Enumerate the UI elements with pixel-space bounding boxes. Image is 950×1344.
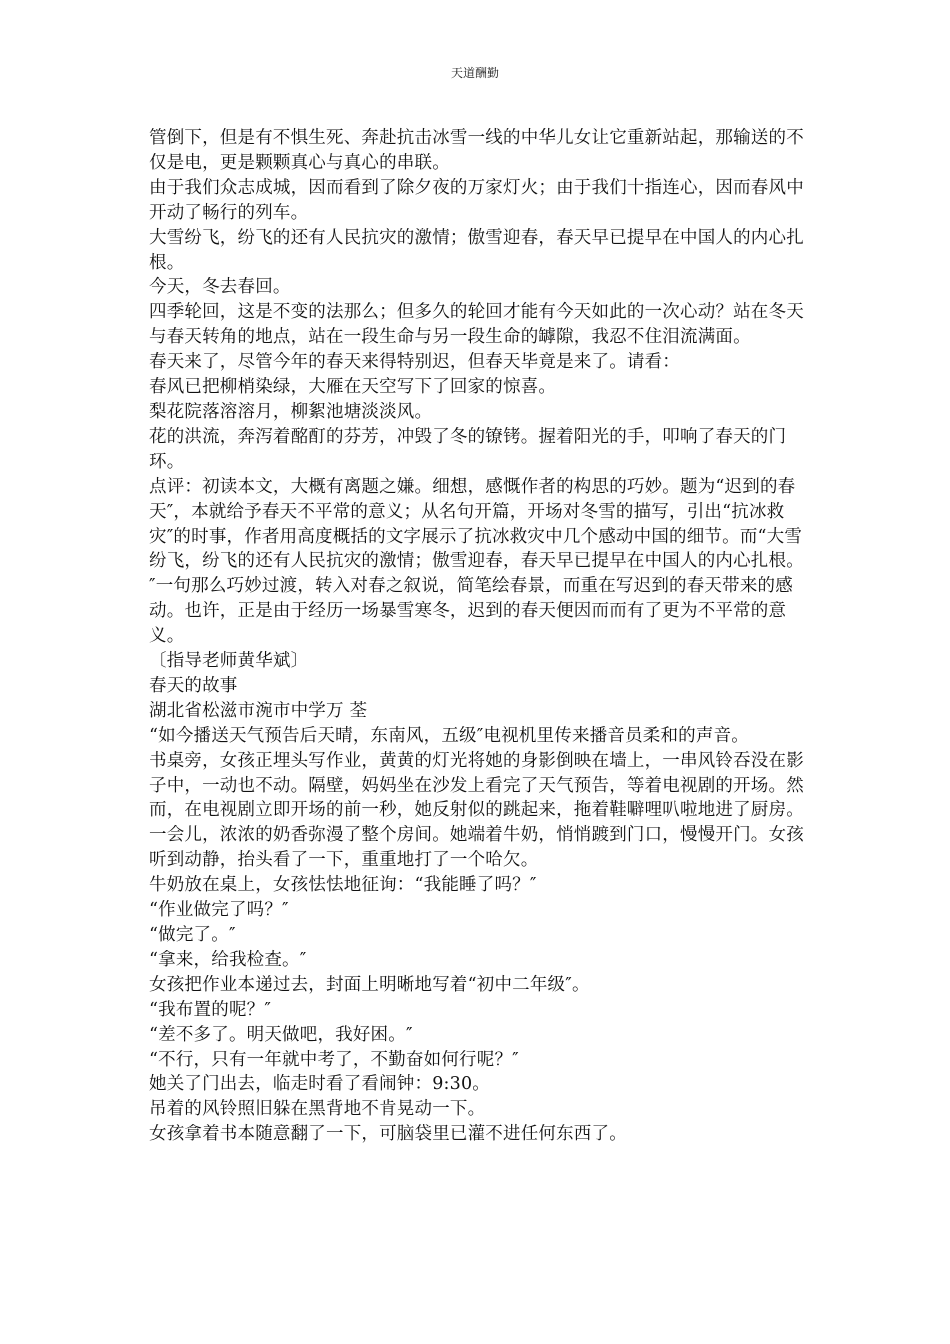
dialogue-line: “做完了。″ <box>149 925 236 945</box>
dialogue-line: “我布置的呢？″ <box>149 999 272 1020</box>
page-header: 天道酬勤 <box>450 66 499 80</box>
dialogue-line: “拿来，给我检查。″ <box>149 949 307 970</box>
paragraph: “如今播送天气预告后天晴，东南风，五级″电视机里传来播音员柔和的声音。 <box>149 725 749 746</box>
essay-title: 春天的故事 <box>149 675 238 696</box>
paragraph: 女孩把作业本递过去，封面上明晰地写着“初中二年级″。 <box>149 974 590 995</box>
paragraph: 花的洪流，奔泻着酩酊的芬芳，冲毁了冬的镣铐。握着阳光的手，叩响了春天的门环。 <box>149 426 787 472</box>
paragraph: 梨花院落溶溶月，柳絮池塘淡淡风。 <box>149 401 433 422</box>
advisor-note: 〔指导老师黄华斌〕 <box>149 651 309 672</box>
paragraph: 女孩拿着书本随意翻了一下，可脑袋里已灌不进任何东西了。 <box>149 1124 627 1145</box>
paragraph: 大雪纷飞，纷飞的还有人民抗灾的激情；傲雪迎春，春天早已提早在中国人的内心扎根。 <box>149 227 804 273</box>
paragraph: 她关了门出去，临走时看了看闹钟：9:30。 <box>149 1074 490 1095</box>
paragraph: 四季轮回，这是不变的法那么；但多久的轮回才能有今天如此的一次心动？站在冬天与春天转角的地点，站在一段生命与另一段生命的罅隙，我忍不住泪流满面。 <box>149 302 804 348</box>
paragraph: 今天，冬去春回。 <box>149 277 291 298</box>
dialogue-line: “不行，只有一年就中考了，不勤奋如何行呢？″ <box>149 1049 519 1070</box>
commentary-paragraph: 点评：初读本文，大概有离题之嫌。细想，感慨作者的构思的巧妙。题为“迟到的春天″，本就给予春天不平常的意义；从名句开篇，开场对冬雪的描写，引出“抗冰救灾″的时事，作者用高度概括的文字展示了抗冰救灾中几个感动中国的细节。而“大雪纷飞，纷飞的还有人民抗灾的激情；傲雪迎春，春天早已提早在中国人的内心扎根。″一句那么巧妙过渡，转入对春之叙说，简笔绘春景，而重在写迟到的春天带来的感动。也许，正是由于经历一场暴雪寒冬，迟到的春天便因而而有了更为不平常的意义。 <box>149 476 804 647</box>
dialogue-line: “差不多了。明天做吧，我好困。″ <box>149 1024 413 1045</box>
paragraph: 春风已把柳梢染绿，大雁在天空写下了回家的惊喜。 <box>149 377 557 398</box>
paragraph: 春天来了，尽管今年的春天来得特别迟，但春天毕竟是来了。请看： <box>149 352 680 373</box>
paragraph: 书桌旁，女孩正埋头写作业，黄黄的灯光将她的身影倒映在墙上，一串风铃吞没在影子中，一动也不动。隔壁，妈妈坐在沙发上看完了天气预告，等着电视剧的开场。然而，在电视剧立即开场的前一秒，她反射似的跳起来，拖着鞋噼哩叭啦地进了厨房。 <box>149 750 804 821</box>
document-body <box>149 126 805 1147</box>
author-line: 湖北省松滋市涴市中学万 荃 <box>149 700 368 721</box>
paragraph: 牛奶放在桌上，女孩怯怯地征询：“我能睡了吗？″ <box>149 875 537 896</box>
paragraph: 一会儿，浓浓的奶香弥漫了整个房间。她端着牛奶，悄悄踱到门口，慢慢开门。女孩听到动静，抬头看了一下，重重地打了一个哈欠。 <box>149 825 804 871</box>
dialogue-line: “作业做完了吗？″ <box>149 900 289 921</box>
paragraph: 管倒下，但是有不惧生死、奔赴抗击冰雪一线的中华儿女让它重新站起，那输送的不仅是电，更是颗颗真心与真心的串联。 <box>149 128 804 173</box>
paragraph: 吊着的风铃照旧躲在黑背地不肯晃动一下。 <box>149 1099 486 1120</box>
paragraph: 由于我们众志成城，因而看到了除夕夜的万家灯火；由于我们十指连心，因而春风中开动了畅行的列车。 <box>149 177 804 223</box>
